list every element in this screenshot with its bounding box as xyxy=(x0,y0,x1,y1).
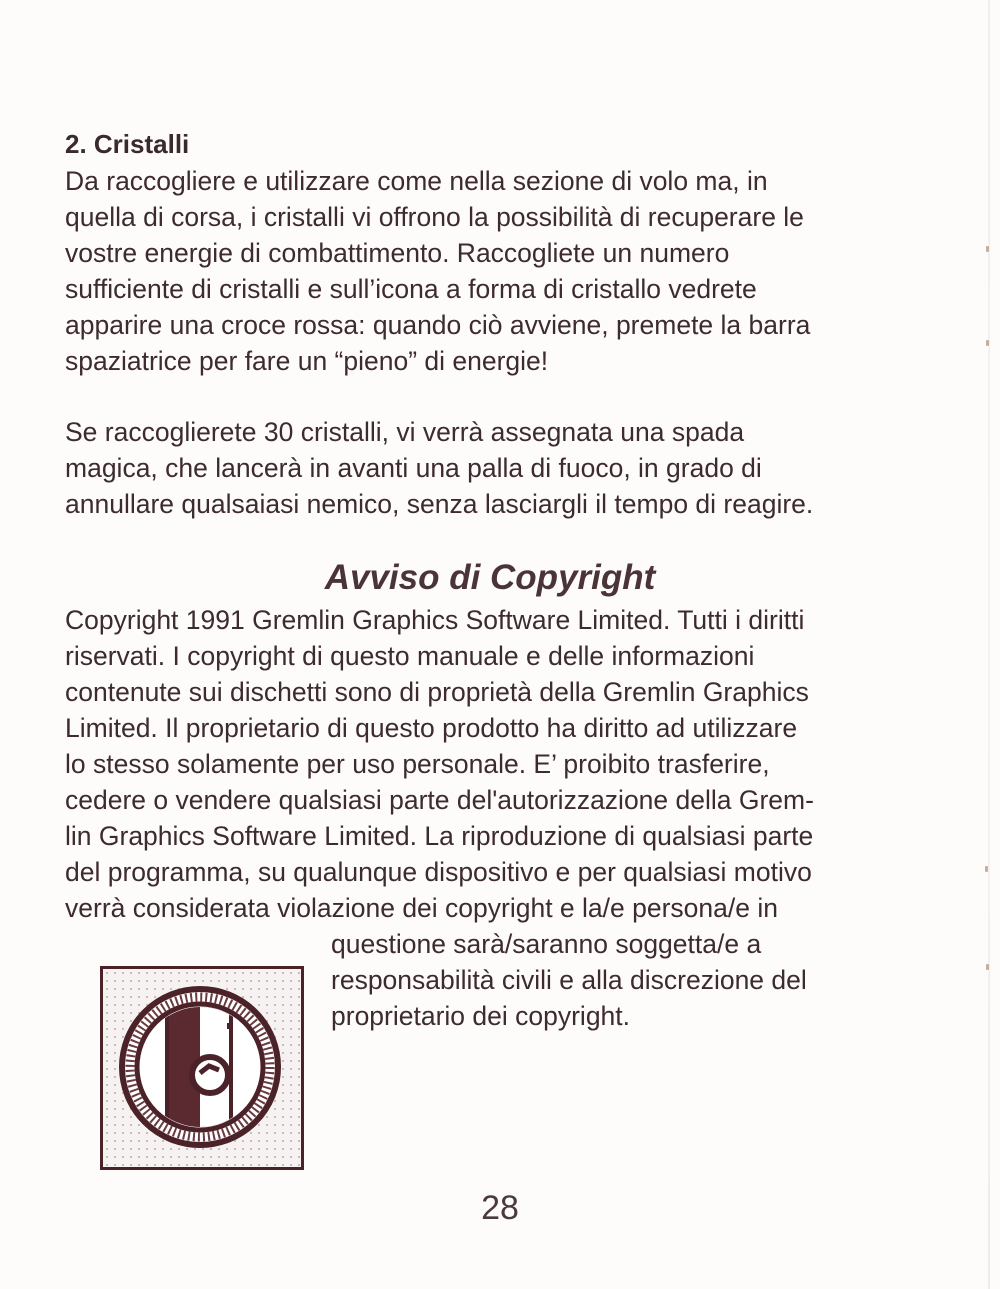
text-line: riservati. I copyright di questo manuale e delle informazioni xyxy=(65,641,755,671)
page-number: 28 xyxy=(481,1189,519,1227)
section-title: 2. Cristalli xyxy=(65,129,190,159)
text-line: verrà considerata violazione dei copyright e la/e persona/e in xyxy=(65,893,778,923)
text-line: magica, che lancerà in avanti una palla di fuoco, in grado di xyxy=(65,453,762,483)
text-line: vostre energie di combattimento. Raccogliete un numero xyxy=(65,238,730,268)
text-line: questione sarà/saranno soggetta/e a xyxy=(331,929,762,959)
text-line: lin Graphics Software Limited. La riproduzione di qualsiasi parte xyxy=(65,821,814,851)
text-line: quella di corsa, i cristalli vi offrono la possibilità di recuperare le xyxy=(65,202,804,232)
text-line: sufficiente di cristalli e sull’icona a forma di cristallo vedrete xyxy=(65,274,757,304)
shield-icon-frame xyxy=(100,966,304,1170)
text-line: Copyright 1991 Gremlin Graphics Software Limited. Tutti i diritti xyxy=(65,605,805,635)
copyright-heading: Avviso di Copyright xyxy=(324,558,656,597)
text-line: annullare qualsaiasi nemico, senza lasciargli il tempo di reagire. xyxy=(65,489,814,519)
text-line: lo stesso solamente per uso personale. E’ proibito trasferire, xyxy=(65,749,770,779)
text-line: del programma, su qualunque dispositivo e per qualsiasi motivo xyxy=(65,857,812,887)
text-line: spaziatrice per fare un “pieno” di energie! xyxy=(65,346,549,376)
text-line: contenute sui dischetti sono di proprietà della Gremlin Graphics xyxy=(65,677,809,707)
page-edge xyxy=(988,0,990,1289)
text-line: proprietario dei copyright. xyxy=(331,1001,631,1031)
text-line: responsabilità civili e alla discrezione del xyxy=(331,965,807,995)
text-line: Se raccoglierete 30 cristalli, vi verrà assegnata una spada xyxy=(65,417,745,447)
text-line: apparire una croce rossa: quando ciò avviene, premete la barra xyxy=(65,310,811,340)
text-line: cedere o vendere qualsiasi parte del'autorizzazione della Grem- xyxy=(65,785,814,815)
text-line: Da raccogliere e utilizzare come nella sezione di volo ma, in xyxy=(65,166,768,196)
text-line: Limited. Il proprietario di questo prodotto ha diritto ad utilizzare xyxy=(65,713,798,743)
shield-icon xyxy=(103,969,301,1167)
